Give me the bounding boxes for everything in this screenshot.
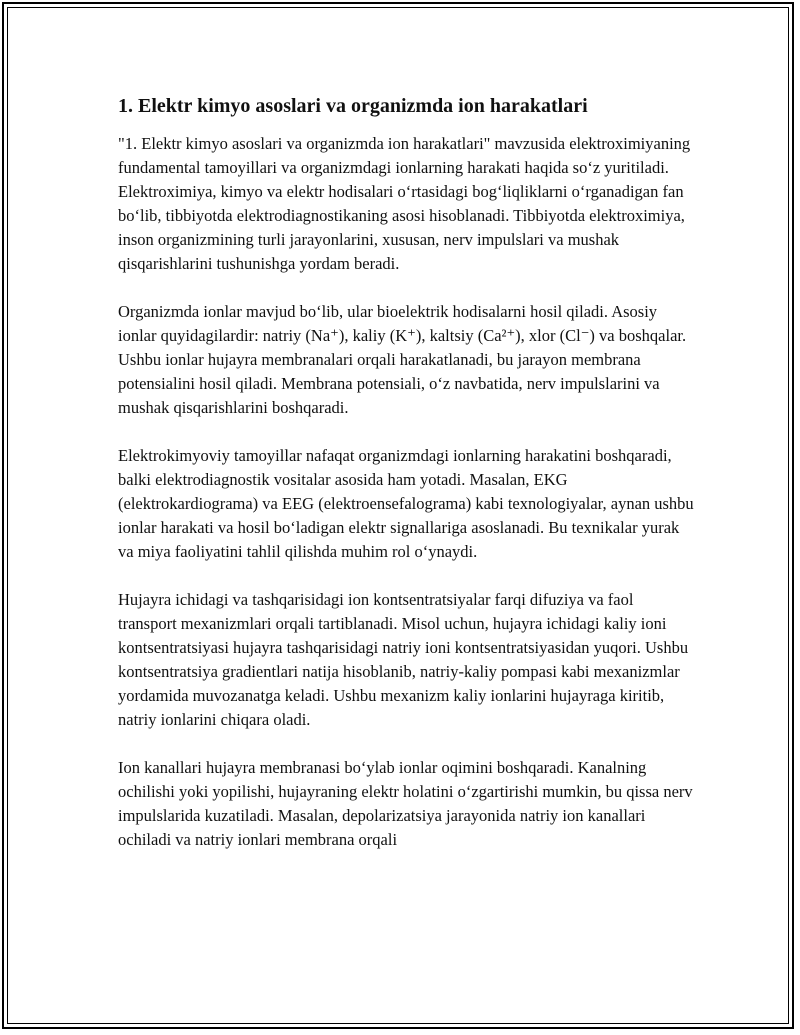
paragraph-ion-channels: Ion kanallari hujayra membranasi bo‘ylab ionlar oqimini boshqaradi. Kanalning ochilishi yoki yopilishi, hujayraning elektr holatini o‘zgartirishi mumkin, bu qissa nerv impulslarida kuzatiladi. Masalan, depolarizatsiya jarayonida natriy ion kanallari ochiladi va natriy ionlari membrana orqali xyxy=(118,758,693,849)
paragraph-electrodiagnostics: Elektrokimyoviy tamoyillar nafaqat organizmdagi ionlarning harakatini boshqaradi, balki elektrodiagnostik vositalar asosida ham yotadi. Masalan, EKG (elektrokardiograma) va EEG (elektroensefalograma) kabi texnologiyalar, aynan ushbu ionlar harakati va hosil bo‘ladigan elektr signallariga asoslanadi. Bu texnikalar yurak va miya faoliyatini tahlil qilishda muhim rol o‘ynaydi. xyxy=(118,446,694,561)
document-body xyxy=(118,92,694,876)
document-title: 1. Elektr kimyo asoslari va organizmda ion harakatlari xyxy=(118,95,588,117)
paragraph-concentration: Hujayra ichidagi va tashqarisidagi ion kontsentratsiyalar farqi difuziya va faol transport mexanizmlari orqali tartiblanadi. Misol uchun, hujayra ichidagi kaliy ioni kontsentratsiyasi hujayra tashqarisidagi natriy ioni kontsentratsiyasidan yuqori. Ushbu kontsentratsiya gradientlari natija hisoblanib, natriy-kaliy pompasi kabi mexanizmlar yordamida muvozanatga keladi. Ushbu mexanizm kaliy ionlarini hujayraga kiritib, natriy ionlarini chiqara oladi. xyxy=(118,590,689,729)
paragraph-intro: "1. Elektr kimyo asoslari va organizmda ion harakatlari" mavzusida elektroximiyaning fundamental tamoyillari va organizmdagi ionlarning harakati haqida so‘z yuritiladi. Elektroximiya, kimyo va elektr hodisalari o‘rtasidagi bog‘liqliklarni o‘rganadigan fan bo‘lib, tibbiyotda elektrodiagnostikaning asosi hisoblanadi. Tibbiyotda elektroximiya, inson organizmining turli jarayonlarini, xususan, nerv impulslari va mushak qisqarishlarini tushunishga yordam beradi. xyxy=(118,134,691,273)
paragraph-ions: Organizmda ionlar mavjud bo‘lib, ular bioelektrik hodisalarni hosil qiladi. Asosiy ionlar quyidagilardir: natriy (Na⁺), kaliy (K⁺), kaltsiy (Ca²⁺), xlor (Cl⁻) va boshqalar. Ushbu ionlar hujayra membranalari orqali harakatlanadi, bu jarayon membrana potensialini hosil qiladi. Membrana potensiali, o‘z navbatida, nerv impulslarini va mushak qisqarishlarini boshqaradi. xyxy=(118,302,687,417)
